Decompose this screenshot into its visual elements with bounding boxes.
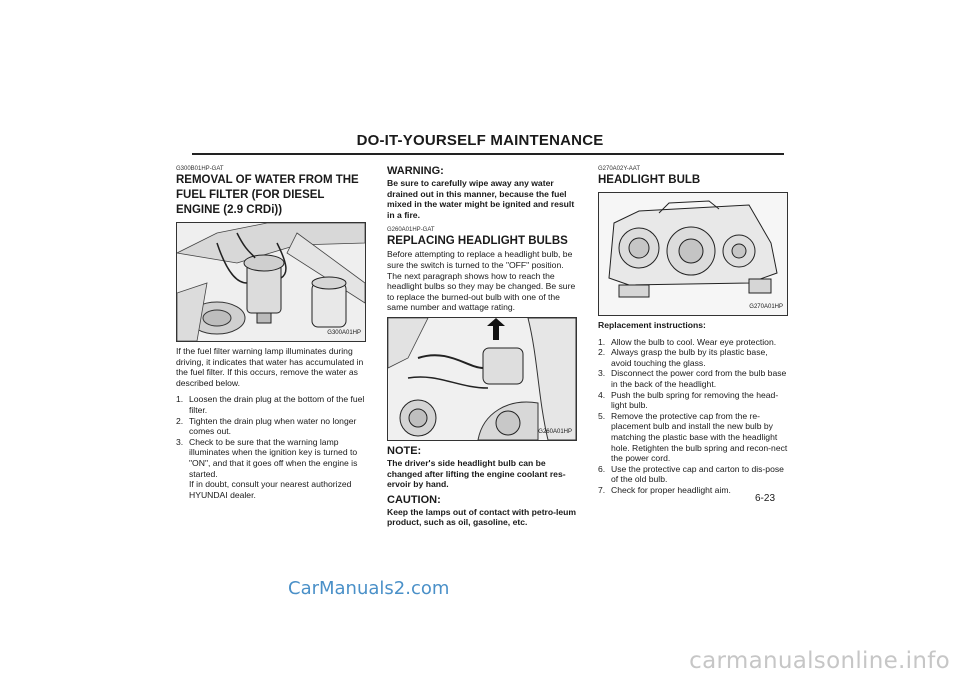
column-fuel-filter — [176, 165, 366, 500]
column-headlight-bulb — [598, 165, 788, 496]
footer-watermark[interactable]: carmanualsonline.info — [689, 648, 950, 674]
figure-code: G270A01HP — [749, 304, 783, 311]
instructions-list — [598, 337, 788, 496]
list-item: 2. Always grasp the bulb by its plastic base, avoid touching the glass. — [598, 347, 768, 368]
section-code: G270A02Y-AAT — [598, 166, 641, 172]
section-code: G300B01HP-GAT — [176, 166, 224, 172]
dealer-note: If in doubt, consult your nearest authorized HYUNDAI dealer. — [189, 479, 352, 500]
list-item: 2. Tighten the drain plug when water no longer comes out. — [176, 415, 357, 437]
section-title: REPLACING HEADLIGHT BULBS — [387, 235, 568, 248]
note-title: NOTE: — [387, 444, 422, 457]
body-paragraph: The next paragraph shows how to reach the headlight bulbs so they may be changed. Be sure to replace the burned-out bulb with one of the same number and wattage rating. — [387, 270, 576, 313]
headlight-assembly-illustration — [599, 193, 787, 315]
headlight-figure — [598, 192, 788, 316]
watermark-link[interactable]: CarManuals2.com — [288, 578, 450, 599]
list-item: 3. Check to be sure that the warning lamp illuminates when the ignition key is turned to "ON", and that it goes off when the engine is started. If in doubt, consult your nearest authorized HYUNDAI dealer. — [176, 436, 358, 500]
engine-bay-figure — [387, 317, 577, 441]
figure-code: G300A01HP — [327, 330, 361, 337]
list-item: 1. Loosen the drain plug at the bottom of the fuel filter. — [176, 394, 365, 415]
warning-title: WARNING: — [387, 165, 444, 177]
list-item: 7. Check for proper headlight aim. — [598, 484, 731, 495]
figure-code: G260A01HP — [538, 429, 572, 436]
section-title: REMOVAL OF WATER FROM THE FUEL FILTER (FOR DIESEL ENGINE (2.9 CRDi)) — [176, 174, 359, 216]
fuel-filter-illustration — [177, 223, 365, 341]
section-code: G260A01HP-GAT — [387, 227, 435, 234]
fuel-filter-figure — [176, 222, 366, 342]
body-paragraph: Before attempting to replace a headlight bulb, be sure the switch is turned to the "OFF" position. — [387, 249, 573, 270]
intro-paragraph: If the fuel filter warning lamp illuminates during driving, it indicates that water has accumulated in the fuel filter. If this occurs, remove the water as described below. — [176, 346, 364, 388]
column-headlight-replacement — [387, 165, 577, 528]
caution-text: Keep the lamps out of contact with petro-leum product, such as oil, gasoline, etc. — [387, 506, 577, 528]
list-item: 1. Allow the bulb to cool. Wear eye protection. — [598, 336, 777, 347]
note-text: The driver's side headlight bulb can be changed after lifting the engine coolant res-ervoir by hand. — [387, 457, 566, 490]
warning-text: Be sure to carefully wipe away any water drained out in this manner, because the fuel mixed in the water might be ignited and result in a fire. — [387, 178, 575, 220]
list-item: 5. Remove the protective cap from the re-placement bulb and install the new bulb by matching the plastic base with the headlight hole. Retighten the bulb spring and recon-nect the power cord. — [598, 410, 788, 464]
list-item: 4. Push the bulb spring for removing the head-light bulb. — [598, 389, 779, 411]
instructions-title: Replacement instructions: — [598, 320, 706, 330]
list-item: 6. Use the protective cap and carton to dis-pose of the old bulb. — [598, 463, 784, 485]
page-number: 6-23 — [755, 493, 776, 504]
list-item: 3. Disconnect the power cord from the bulb base in the back of the headlight. — [598, 368, 787, 389]
caution-title: CAUTION: — [387, 493, 441, 506]
steps-list — [176, 394, 366, 500]
engine-bay-illustration — [388, 318, 576, 440]
page-title: DO-IT-YOURSELF MAINTENANCE — [356, 132, 604, 149]
header-rule — [192, 153, 784, 155]
section-title: HEADLIGHT BULB — [598, 174, 701, 186]
